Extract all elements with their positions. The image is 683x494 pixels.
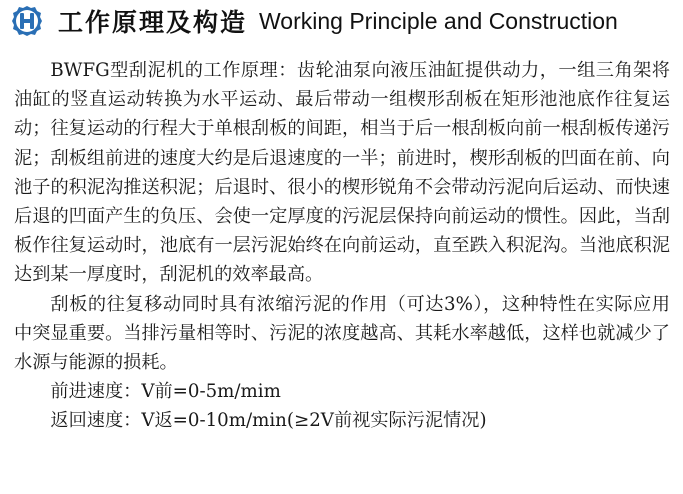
scraper-concentration-paragraph: 刮板的往复移动同时具有浓缩污泥的作用（可达3%），这种特性在实际应用中突显重要。当排污量相等时、污泥的浓度越高、其耗水率越低，这样也就减少了水源与能源的损耗。 — [14, 293, 670, 374]
return-speed-spec: 返回速度：V返=0-10m/min(≥2V前视实际污泥情况) — [50, 410, 487, 432]
page-header — [10, 2, 680, 40]
section-title-english: Working Principle and Construction — [259, 7, 618, 34]
section-title-chinese: 工作原理及构造 — [58, 8, 248, 37]
working-principle-paragraph: BWFG型刮泥机的工作原理：齿轮油泵向液压油缸提供动力，一组三角架将油缸的竖直运动转换为水平运动、最后带动一组楔形刮板在矩形池池底作往复运动；往复运动的行程大于单根刮板的间距，相当于后一根刮板向前一根刮板传递污泥；刮板组前进的速度大约是后退速度的一半；前进时，楔形刮板的凹面在前、向池子的积泥沟推送积泥；后退时、很小的楔形锐角不会带动污泥向后运动、而快速后退的凹面产生的负压、会使一定厚度的污泥层保持向前运动的惯性。因此，当刮板作往复运动时，池底有一层污泥始终在向前运动，直至跌入积泥沟。当池底积泥达到某一厚度时，刮泥机的效率最高。 — [14, 60, 670, 286]
forward-speed-spec: 前进速度：V前=0-5m/mim — [50, 381, 281, 403]
document-body — [14, 56, 670, 436]
gear-h-logo-icon — [10, 4, 44, 38]
